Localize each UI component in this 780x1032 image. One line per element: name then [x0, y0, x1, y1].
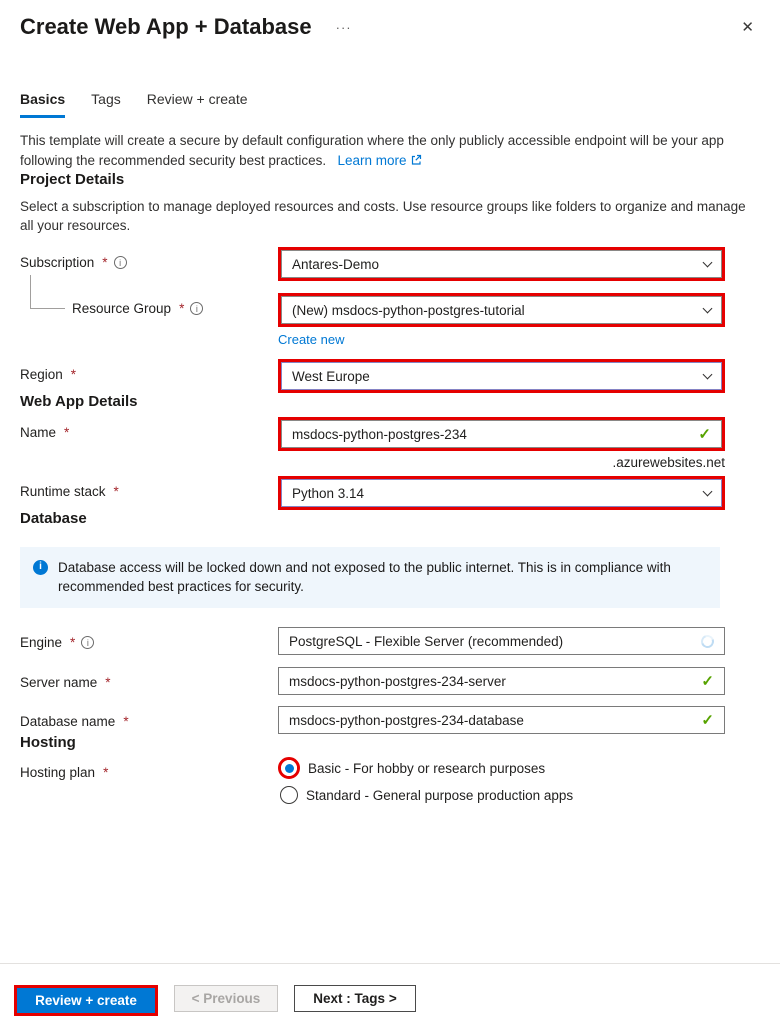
annotation-highlight: [278, 417, 725, 451]
server-name-input[interactable]: msdocs-python-postgres-234-server ✓: [278, 667, 725, 695]
database-name-row: [20, 706, 758, 734]
annotation-highlight: [278, 359, 725, 393]
tab-basics[interactable]: Basics: [20, 91, 65, 118]
valid-check-icon: ✓: [698, 425, 711, 443]
resource-group-label: Resource Group * i: [20, 293, 278, 316]
info-icon: [33, 560, 48, 575]
valid-check-icon: ✓: [701, 711, 714, 729]
tab-tags[interactable]: Tags: [91, 91, 121, 107]
required-asterisk: *: [102, 255, 108, 270]
hosting-plan-row: [20, 757, 758, 811]
database-heading: Database: [20, 510, 87, 527]
project-details-heading: Project Details: [20, 171, 125, 188]
database-info-banner: [20, 547, 720, 608]
radio-unselected-icon[interactable]: [280, 786, 298, 804]
page-title: Create Web App + Database: [20, 14, 312, 39]
annotation-highlight: [278, 757, 300, 779]
required-asterisk: *: [123, 714, 129, 729]
more-options-icon[interactable]: ···: [335, 19, 352, 35]
info-icon[interactable]: [114, 256, 127, 269]
subscription-label: Subscription * i: [20, 247, 278, 270]
info-icon[interactable]: [190, 302, 203, 315]
name-input[interactable]: msdocs-python-postgres-234 ✓: [281, 420, 722, 448]
pane-header: [20, 0, 758, 41]
chevron-down-icon: [703, 369, 713, 379]
region-row: [20, 359, 758, 393]
annotation-highlight: [278, 247, 725, 281]
required-asterisk: *: [103, 765, 109, 780]
close-icon[interactable]: ✕: [741, 19, 754, 36]
database-name-label: Database name *: [20, 714, 129, 729]
learn-more-link[interactable]: Learn more: [337, 152, 407, 168]
resource-group-connector-line: [30, 275, 65, 309]
annotation-highlight: [278, 476, 725, 510]
hosting-heading: Hosting: [20, 734, 76, 751]
required-asterisk: *: [179, 301, 185, 316]
tab-review-create[interactable]: Review + create: [146, 91, 248, 107]
engine-row: [20, 627, 758, 655]
create-new-link[interactable]: Create new: [278, 332, 345, 347]
info-icon[interactable]: [81, 636, 94, 649]
resource-group-dropdown[interactable]: (New) msdocs-python-postgres-tutorial: [281, 296, 722, 324]
required-asterisk: *: [105, 675, 111, 690]
external-link-icon: [410, 152, 422, 172]
chevron-down-icon: [703, 257, 713, 267]
loading-spinner-icon: [699, 632, 716, 649]
subscription-row: [20, 247, 758, 281]
runtime-stack-label: Runtime stack *: [20, 484, 119, 499]
hosting-plan-option-basic[interactable]: Basic - For hobby or research purposes: [278, 757, 725, 779]
hosting-plan-label: Hosting plan *: [20, 765, 109, 780]
web-app-details-heading: Web App Details: [20, 393, 138, 410]
review-create-button[interactable]: Review + create: [17, 988, 155, 1013]
required-asterisk: *: [70, 635, 76, 650]
region-label: Region *: [20, 367, 77, 382]
name-label: Name *: [20, 425, 70, 440]
database-name-input[interactable]: msdocs-python-postgres-234-database ✓: [278, 706, 725, 734]
name-row: [20, 417, 758, 470]
domain-suffix: .azurewebsites.net: [612, 455, 725, 470]
runtime-stack-dropdown[interactable]: Python 3.14: [281, 479, 722, 507]
resource-group-row: [20, 293, 758, 347]
required-asterisk: *: [70, 367, 77, 382]
chevron-down-icon: [703, 303, 713, 313]
chevron-down-icon: [703, 486, 713, 496]
intro-text: This template will create a secure by default configuration where the only publicly accessible endpoint will be your app following the recommended security best practices. Learn more: [20, 131, 757, 171]
wizard-footer: [0, 963, 780, 1032]
banner-text: Database access will be locked down and not exposed to the public internet. This is in compliance with recommended best practices for security.: [58, 560, 671, 594]
previous-button[interactable]: < Previous: [174, 985, 278, 1012]
region-dropdown[interactable]: West Europe: [281, 362, 722, 390]
subscription-dropdown[interactable]: Antares-Demo: [281, 250, 722, 278]
valid-check-icon: ✓: [701, 672, 714, 690]
radio-selected-icon[interactable]: [281, 760, 297, 776]
runtime-stack-row: [20, 476, 758, 510]
required-asterisk: *: [113, 484, 119, 499]
wizard-tabs: [20, 91, 758, 118]
hosting-plan-option-standard[interactable]: Standard - General purpose production apps: [278, 786, 725, 804]
annotation-highlight: [14, 985, 158, 1016]
annotation-highlight: [278, 293, 725, 327]
engine-dropdown[interactable]: PostgreSQL - Flexible Server (recommended): [278, 627, 725, 655]
next-tags-button[interactable]: Next : Tags >: [294, 985, 416, 1012]
server-name-row: [20, 667, 758, 695]
engine-label: Engine * i: [20, 627, 278, 650]
server-name-label: Server name *: [20, 675, 111, 690]
required-asterisk: *: [64, 425, 70, 440]
project-details-description: Select a subscription to manage deployed resources and costs. Use resource groups like folders to organize and manage all your resources.: [20, 199, 746, 233]
